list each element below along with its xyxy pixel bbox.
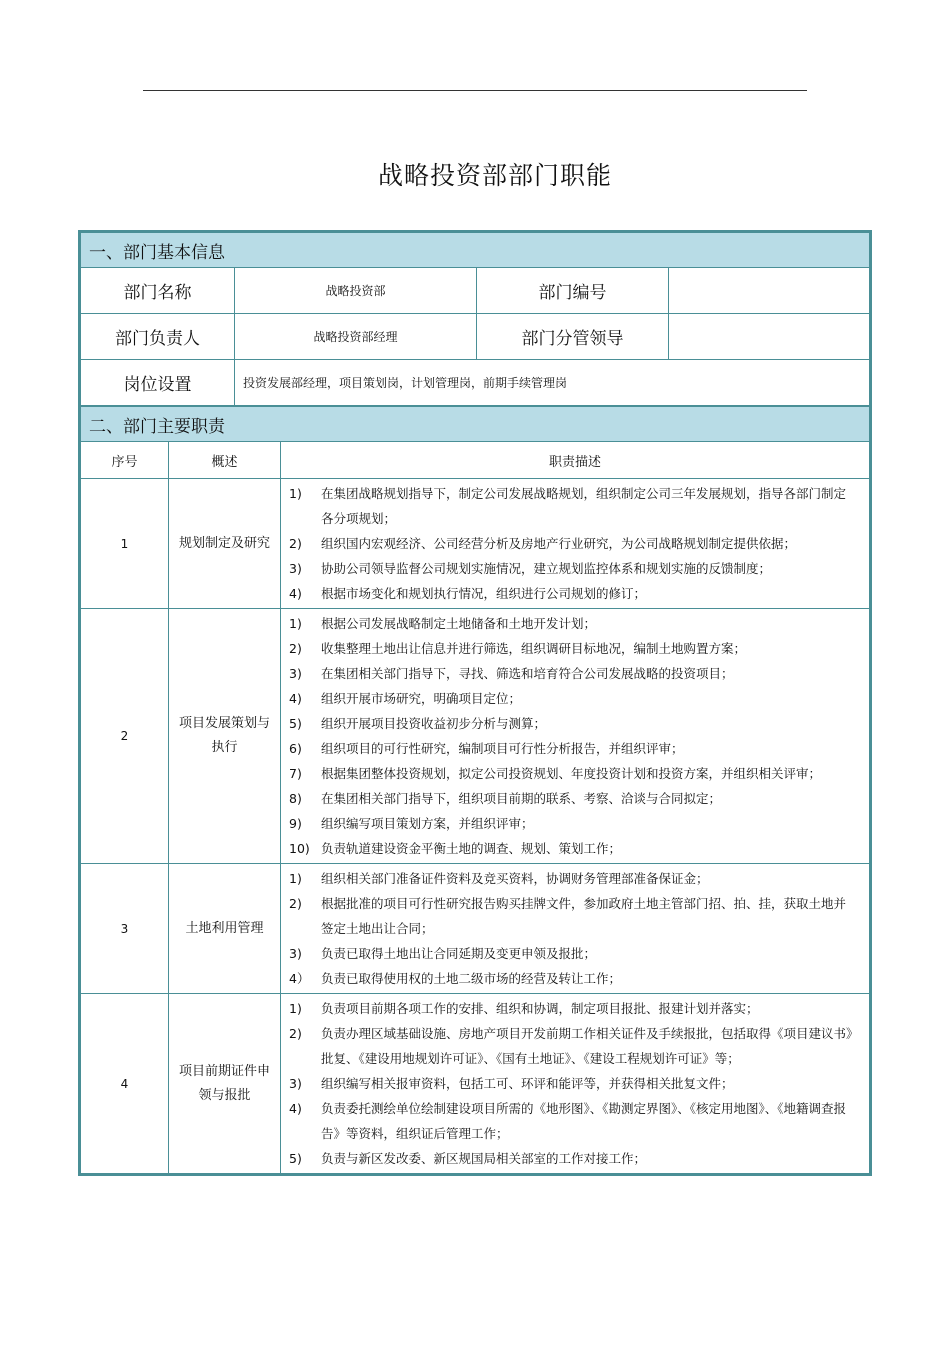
duty-item-number: 1) xyxy=(289,616,302,631)
dept-head-label: 部门负责人 xyxy=(81,314,235,360)
duty-item-text: 根据批准的项目可行性研究报告购买挂牌文件，参加政府土地主管部门招、拍、挂，获取土地并签定土地出让合同； xyxy=(321,896,847,936)
column-header-no: 序号 xyxy=(81,442,169,479)
duty-item xyxy=(281,1146,869,1171)
duty-item xyxy=(281,711,869,736)
dept-leader-value xyxy=(669,314,870,360)
duty-item-number: 10) xyxy=(289,841,310,856)
column-header-summary: 概述 xyxy=(169,442,281,479)
duty-item-text: 组织开展市场研究，明确项目定位； xyxy=(321,691,522,706)
duty-item xyxy=(281,531,869,556)
table-row xyxy=(81,609,870,864)
row-duties xyxy=(281,479,870,609)
duty-item-text: 在集团相关部门指导下，组织项目前期的联系、考察、洽谈与合同拟定； xyxy=(321,791,722,806)
duty-item-number: 8) xyxy=(289,791,302,806)
duty-item xyxy=(281,556,869,581)
duty-item xyxy=(281,611,869,636)
duty-item-text: 组织项目的可行性研究，编制项目可行性分析报告，并组织评审； xyxy=(321,741,684,756)
posts-value: 投资发展部经理，项目策划岗，计划管理岗，前期手续管理岗 xyxy=(235,360,870,406)
duty-item xyxy=(281,481,869,531)
duty-item-number: 4） xyxy=(289,971,310,986)
page-title: 战略投资部部门职能 xyxy=(377,161,612,190)
duty-item-number: 1) xyxy=(289,871,302,886)
duty-item-text: 组织开展项目投资收益初步分析与测算； xyxy=(321,716,547,731)
duty-item-number: 2) xyxy=(289,641,302,656)
duty-item-number: 5) xyxy=(289,716,302,731)
duty-item-number: 4) xyxy=(289,586,302,601)
table-row xyxy=(81,994,870,1174)
duty-item xyxy=(281,686,869,711)
duty-item-text: 协助公司领导监督公司规划实施情况，建立规划监控体系和规划实施的反馈制度； xyxy=(321,561,772,576)
duty-item-text: 负责与新区发改委、新区规国局相关部室的工作对接工作； xyxy=(321,1151,647,1166)
duty-item xyxy=(281,811,869,836)
basic-info-table xyxy=(80,232,870,406)
duty-item xyxy=(281,966,869,991)
row-summary: 规划制定及研究 xyxy=(169,479,281,609)
duty-item-number: 3) xyxy=(289,561,302,576)
duty-item-text: 组织国内宏观经济、公司经营分析及房地产行业研究，为公司战略规划制定提供依据； xyxy=(321,536,797,551)
duty-item-text: 根据市场变化和规划执行情况，组织进行公司规划的修订； xyxy=(321,586,647,601)
row-duties xyxy=(281,864,870,994)
duty-item-number: 7) xyxy=(289,766,302,781)
dept-name-label: 部门名称 xyxy=(81,268,235,314)
duty-item-text: 组织编写项目策划方案，并组织评审； xyxy=(321,816,534,831)
duty-item-number: 1) xyxy=(289,1001,302,1016)
duty-item xyxy=(281,941,869,966)
duty-item-number: 3) xyxy=(289,666,302,681)
duty-item-text: 组织相关部门准备证件资料及竞买资料，协调财务管理部准备保证金； xyxy=(321,871,709,886)
duty-item xyxy=(281,581,869,606)
duty-item-text: 负责已取得使用权的土地二级市场的经营及转让工作； xyxy=(321,971,622,986)
posts-label: 岗位设置 xyxy=(81,360,235,406)
dept-code-label: 部门编号 xyxy=(477,268,669,314)
duty-item xyxy=(281,661,869,686)
row-summary: 项目前期证件申领与报批 xyxy=(169,994,281,1174)
duty-item xyxy=(281,1021,869,1071)
duty-item xyxy=(281,1096,869,1146)
section-heading-main-duties: 二、部门主要职责 xyxy=(81,407,870,442)
duty-item xyxy=(281,836,869,861)
duty-item-text: 负责委托测绘单位绘制建设项目所需的《地形图》、《勘测定界图》、《核定用地图》、《地籍调查报告》等资料，组织证后管理工作； xyxy=(321,1101,847,1141)
duty-item-text: 在集团相关部门指导下，寻找、筛选和培育符合公司发展战略的投资项目； xyxy=(321,666,734,681)
duty-item-text: 根据集团整体投资规划，拟定公司投资规划、年度投资计划和投资方案，并组织相关评审； xyxy=(321,766,822,781)
row-number: 2 xyxy=(81,609,169,864)
row-number: 1 xyxy=(81,479,169,609)
duty-item-number: 4) xyxy=(289,691,302,706)
duty-item-text: 组织编写相关报审资料，包括工可、环评和能评等，并获得相关批复文件； xyxy=(321,1076,734,1091)
duty-item-number: 2) xyxy=(289,536,302,551)
duty-item-number: 3) xyxy=(289,946,302,961)
row-number: 3 xyxy=(81,864,169,994)
table-row xyxy=(81,479,870,609)
column-header-description: 职责描述 xyxy=(281,442,870,479)
header-rule xyxy=(143,90,807,91)
dept-name-value: 战略投资部 xyxy=(235,268,477,314)
duty-item-text: 负责办理区域基础设施、房地产项目开发前期工作相关证件及手续报批，包括取得《项目建议书》批复、《建设用地规划许可证》、《国有土地证》、《建设工程规划许可证》等； xyxy=(321,1026,853,1066)
dept-code-value xyxy=(669,268,870,314)
dept-head-value: 战略投资部经理 xyxy=(235,314,477,360)
duty-item-number: 2) xyxy=(289,896,302,911)
duty-item xyxy=(281,866,869,891)
duty-item-number: 9) xyxy=(289,816,302,831)
duty-item-text: 收集整理土地出让信息并进行筛选，组织调研目标地况，编制土地购置方案； xyxy=(321,641,747,656)
duty-item-number: 4) xyxy=(289,1101,302,1116)
duty-item xyxy=(281,996,869,1021)
row-number: 4 xyxy=(81,994,169,1174)
duty-item xyxy=(281,761,869,786)
duty-item-text: 根据公司发展战略制定土地储备和土地开发计划； xyxy=(321,616,597,631)
duty-item xyxy=(281,891,869,941)
duty-item xyxy=(281,1071,869,1096)
duty-item xyxy=(281,786,869,811)
duty-item xyxy=(281,736,869,761)
row-summary: 土地利用管理 xyxy=(169,864,281,994)
dept-leader-label: 部门分管领导 xyxy=(477,314,669,360)
duties-table xyxy=(78,230,872,1176)
duty-item-text: 负责轨道建设资金平衡土地的调查、规划、策划工作； xyxy=(321,841,622,856)
row-summary: 项目发展策划与执行 xyxy=(169,609,281,864)
duty-item xyxy=(281,636,869,661)
duty-item-number: 5) xyxy=(289,1151,302,1166)
duty-item-text: 负责已取得土地出让合同延期及变更申领及报批； xyxy=(321,946,597,961)
section-heading-basic-info: 一、部门基本信息 xyxy=(81,233,870,268)
table-row xyxy=(81,864,870,994)
duty-item-number: 2) xyxy=(289,1026,302,1041)
duty-item-number: 6) xyxy=(289,741,302,756)
row-duties xyxy=(281,994,870,1174)
row-duties xyxy=(281,609,870,864)
main-duties-table xyxy=(80,406,870,1174)
duty-item-text: 负责项目前期各项工作的安排、组织和协调，制定项目报批、报建计划并落实； xyxy=(321,1001,759,1016)
duty-item-number: 1) xyxy=(289,486,302,501)
duty-item-text: 在集团战略规划指导下，制定公司发展战略规划，组织制定公司三年发展规划，指导各部门制定各分项规划； xyxy=(321,486,847,526)
duty-item-number: 3) xyxy=(289,1076,302,1091)
